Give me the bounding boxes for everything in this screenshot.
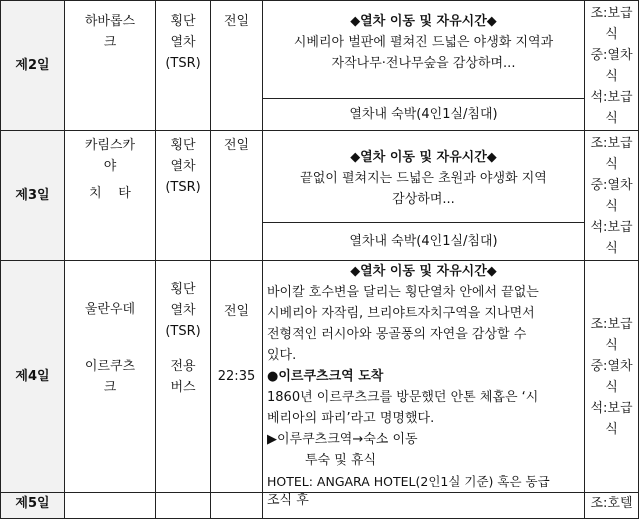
city-cell: 카림스카 야 치 타 [65, 131, 156, 261]
time-cell: 전일 22:35 [211, 261, 263, 493]
description-cell: ◆열차 이동 및 자유시간◆ 바이칼 호수변을 달리는 횡단열차 안에서 끝없는 시베리아 자작림, 브리야트자치구역을 지나면서 전형적인 러시아와 몽골풍의 자연을 감상할 수 있다. ●이르쿠츠크역 도착 1860년 이르쿠츠크를 방문했던 안톤 체홉은 ‘시 베리아의 파리’라고 명명했다. ▶이루쿠츠크역→숙소 이동 투숙 및 휴식 HOTEL: ANGARA HOTEL(2인1실 기준) 혹은 동급 [263, 261, 585, 493]
desc-title: ◆열차 이동 및 자유시간◆ [350, 264, 497, 279]
transfer-line: ▶이루쿠츠크역→숙소 이동 [267, 432, 418, 447]
day-cell: 제4일 [1, 261, 65, 493]
description-cell: ◆열차 이동 및 자유시간◆ 끝없이 펼쳐지는 드넓은 초원과 야생화 지역 감상하며... [263, 131, 585, 223]
hotel-line: HOTEL: ANGARA HOTEL(2인1실 기준) 혹은 동급 [267, 474, 550, 489]
table-row [1, 493, 639, 519]
table-row [1, 261, 639, 493]
city-cell [65, 493, 156, 519]
meal-cell: 조:호텔 [585, 493, 639, 519]
day-cell: 제2일 [1, 1, 65, 131]
transport-cell: 횡단 열차 (TSR) 전용 버스 [156, 261, 211, 493]
lodging-cell: 열차내 숙박(4인1실/침대) [263, 99, 585, 131]
description-cell: ◆열차 이동 및 자유시간◆ 시베리아 벌판에 펼쳐진 드넓은 야생화 지역과 자작나무·전나무숲을 감상하며... [263, 1, 585, 99]
city-cell: 하바롭스 크 [65, 1, 156, 131]
description-cell: 조식 후 [263, 493, 585, 519]
lodging-cell: 열차내 숙박(4인1실/침대) [263, 223, 585, 261]
desc-title: ◆열차 이동 및 자유시간◆ [350, 14, 497, 29]
time-cell: 전일 [211, 1, 263, 131]
transport-cell: 횡단 열차 (TSR) [156, 1, 211, 131]
time-cell [211, 493, 263, 519]
meal-cell: 조:보급 식 중:열차 식 석:보급 식 [585, 131, 639, 261]
meal-cell: 조:보급 식 중:열차 식 석:보급 식 [585, 1, 639, 131]
day-cell: 제3일 [1, 131, 65, 261]
table-row [1, 131, 639, 223]
desc-title: ◆열차 이동 및 자유시간◆ [350, 150, 497, 165]
transport-cell: 횡단 열차 (TSR) [156, 131, 211, 261]
transport-cell [156, 493, 211, 519]
city-cell: 울란우데 이르쿠츠 크 [65, 261, 156, 493]
meal-cell: 조:보급 식 중:열차 식 석:보급 식 [585, 261, 639, 493]
arrival-heading: ●이르쿠츠크역 도착 [267, 369, 384, 384]
day-cell: 제5일 [1, 493, 65, 519]
time-cell: 전일 [211, 131, 263, 261]
table-row [1, 1, 639, 99]
